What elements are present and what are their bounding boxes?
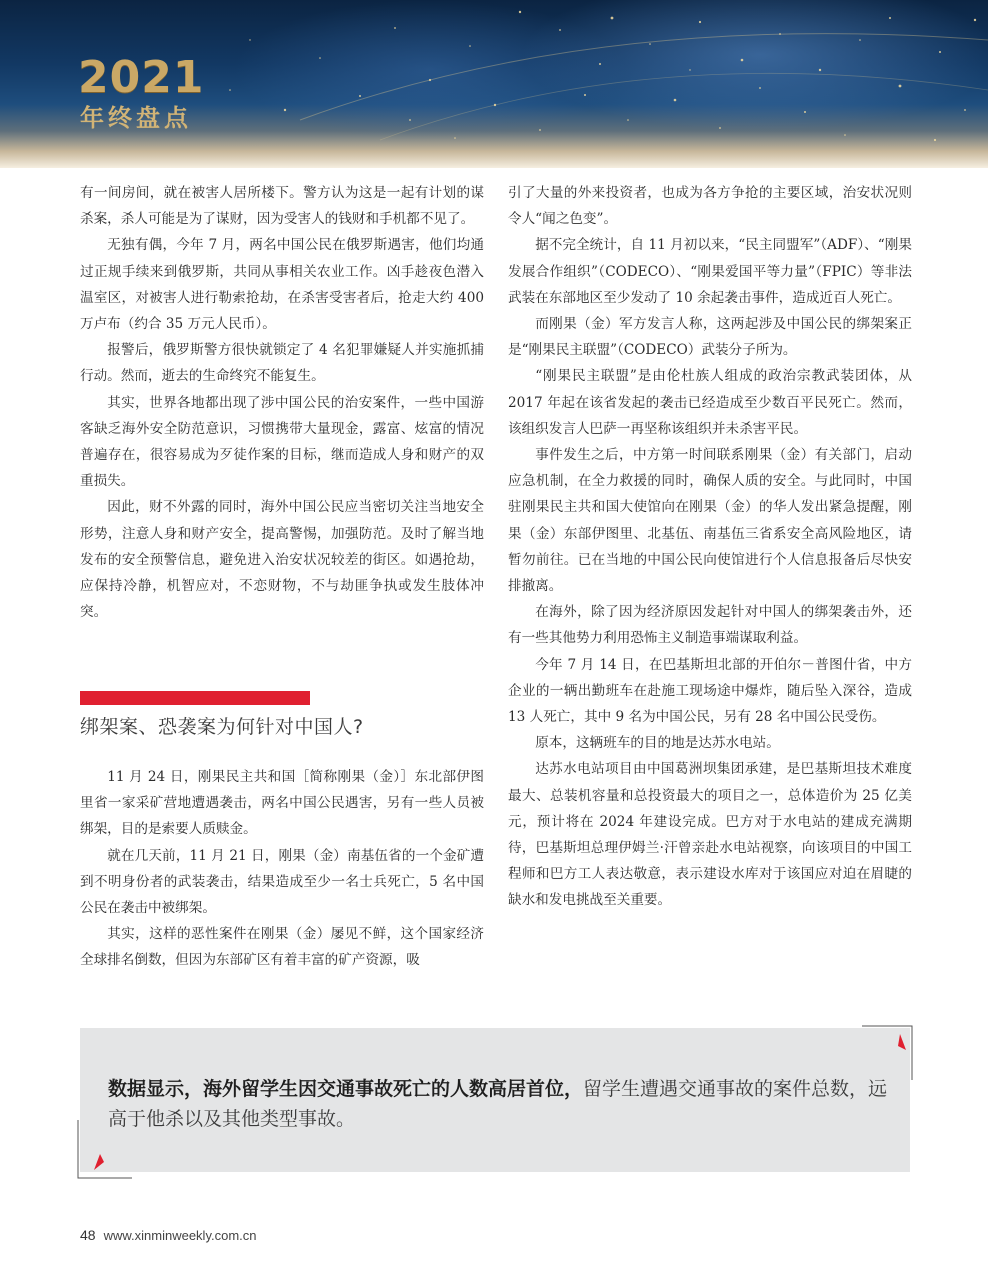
left-column-bottom: [80, 764, 484, 974]
banner-subtitle: 年终盘点: [80, 104, 192, 132]
paragraph: 引了大量的外来投资者，也成为各方争抢的主要区域，治安状况则令人“闻之色变”。: [508, 185, 912, 228]
paragraph: 原本，这辆班车的目的地是达苏水电站。: [535, 735, 780, 752]
banner-year: 2021: [78, 52, 205, 103]
section-heading: 绑架案、恐袭案为何针对中国人?: [80, 716, 364, 738]
paragraph: “刚果民主联盟”是由伦杜族人组成的政治宗教武装团体，从 2017 年起在该省发起的袭击已经造成至少数百平民死亡。然而，该组织发言人巴萨一再坚称该组织并未杀害平民。: [508, 368, 912, 437]
paragraph: 就在几天前，11 月 21 日，刚果（金）南基伍省的一个金矿遭到不明身份者的武装袭击，结果造成至少一名士兵死亡，5 名中国公民在袭击中被绑架。: [80, 847, 484, 917]
paragraph: 无独有偶，今年 7 月，两名中国公民在俄罗斯遇害，他们均通过正规手续来到俄罗斯，共同从事相关农业工作。凶手趁夜色潜入温室区，对被害人进行勒索抢劫，在杀害受害者后，抢走大约 400 万卢布（约合 35 万元人民币）。: [80, 237, 484, 333]
paragraph: 报警后，俄罗斯警方很快就锁定了 4 名犯罪嫌疑人并实施抓捕行动。然而，逝去的生命终究不能复生。: [80, 342, 484, 385]
header-banner: [0, 0, 988, 168]
paragraph: 11 月 24 日，刚果民主共和国［简称刚果（金）］东北部伊图里省一家采矿营地遭遇袭击，两名中国公民遇害，另有一些人员被绑架，目的是索要人质赎金。: [80, 769, 484, 838]
section-accent-bar: [80, 691, 310, 705]
left-column-top: [80, 180, 484, 625]
paragraph: 在海外，除了因为经济原因发起针对中国人的绑架袭击外，还有一些其他势力利用恐怖主义制造事端谋取利益。: [508, 604, 912, 647]
paragraph: 因此，财不外露的同时，海外中国公民应当密切关注当地安全形势，注意人身和财产安全，提高警惕，加强防范。及时了解当地发布的安全预警信息，避免进入治安状况较差的街区。如遇抢劫，应保持冷静，机智应对，不恋财物，不与劫匪争执或发生肢体冲突。: [80, 499, 484, 621]
right-column: [508, 180, 912, 914]
callout-normal-text: 留学生遭遇交通事故的案件总数，远高于他杀以及其他类型事故。: [108, 1078, 888, 1130]
callout-bold-text: 数据显示，海外留学生因交通事故死亡的人数高居首位，: [108, 1078, 584, 1100]
paragraph: 而刚果（金）军方发言人称，这两起涉及中国公民的绑架案正是“刚果民主联盟”（CODECO）武装分子所为。: [508, 316, 912, 359]
paragraph: 其实，世界各地都出现了涉中国公民的治安案件，一些中国游客缺乏海外安全防范意识，习惯携带大量现金，露富、炫富的情况普遍存在，很容易成为歹徒作案的目标，继而造成人身和财产的双重损失。: [80, 394, 484, 490]
paragraph: 达苏水电站项目由中国葛洲坝集团承建，是巴基斯坦技术难度最大、总装机容量和总投资最大的项目之一，总体造价为 25 亿美元，预计将在 2024 年建设完成。巴方对于水电站的建成充满期待，巴基斯坦总理伊姆兰·汗曾亲赴水电站视察，向该项目的中国工程师和巴方工人表达敬意，表示建设水库对于该国应对迫在眉睫的缺水和发电挑战至关重要。: [508, 761, 912, 909]
paragraph: 事件发生之后，中方第一时间联系刚果（金）有关部门，启动应急机制，在全力救援的同时，确保人质的安全。与此同时，中国驻刚果民主共和国大使馆向在刚果（金）的华人发出紧急提醒，刚果（金）东部伊图里、北基伍、南基伍三省系安全高风险地区，请暂勿前往。已在当地的中国公民向使馆进行个人信息报备后尽快安排撤离。: [508, 447, 912, 595]
paragraph: 其实，这样的恶性案件在刚果（金）屡见不鲜，这个国家经济全球排名倒数，但因为东部矿区有着丰富的矿产资源，吸: [80, 926, 484, 969]
page-number: 48: [80, 1227, 96, 1243]
page-footer: [80, 1227, 257, 1243]
paragraph: 今年 7 月 14 日，在巴基斯坦北部的开伯尔－普图什省，中方企业的一辆出勤班车在赴施工现场途中爆炸，随后坠入深谷，造成 13 人死亡，其中 9 名为中国公民，另有 28 名中国公民受伤。: [508, 656, 912, 726]
footer-url: www.xinminweekly.com.cn: [103, 1228, 257, 1243]
paragraph: 有一间房间，就在被害人居所楼下。警方认为这是一起有计划的谋杀案，杀人可能是为了谋财，因为受害人的钱财和手机都不见了。: [80, 185, 484, 228]
paragraph: 据不完全统计，自 11 月初以来，“民主同盟军”（ADF）、“刚果发展合作组织”（CODECO）、“刚果爱国平等力量”（FPIC）等非法武装在东部地区至少发动了 10 余起袭击事件，造成近百人死亡。: [508, 237, 912, 306]
callout-text: [108, 1074, 888, 1134]
